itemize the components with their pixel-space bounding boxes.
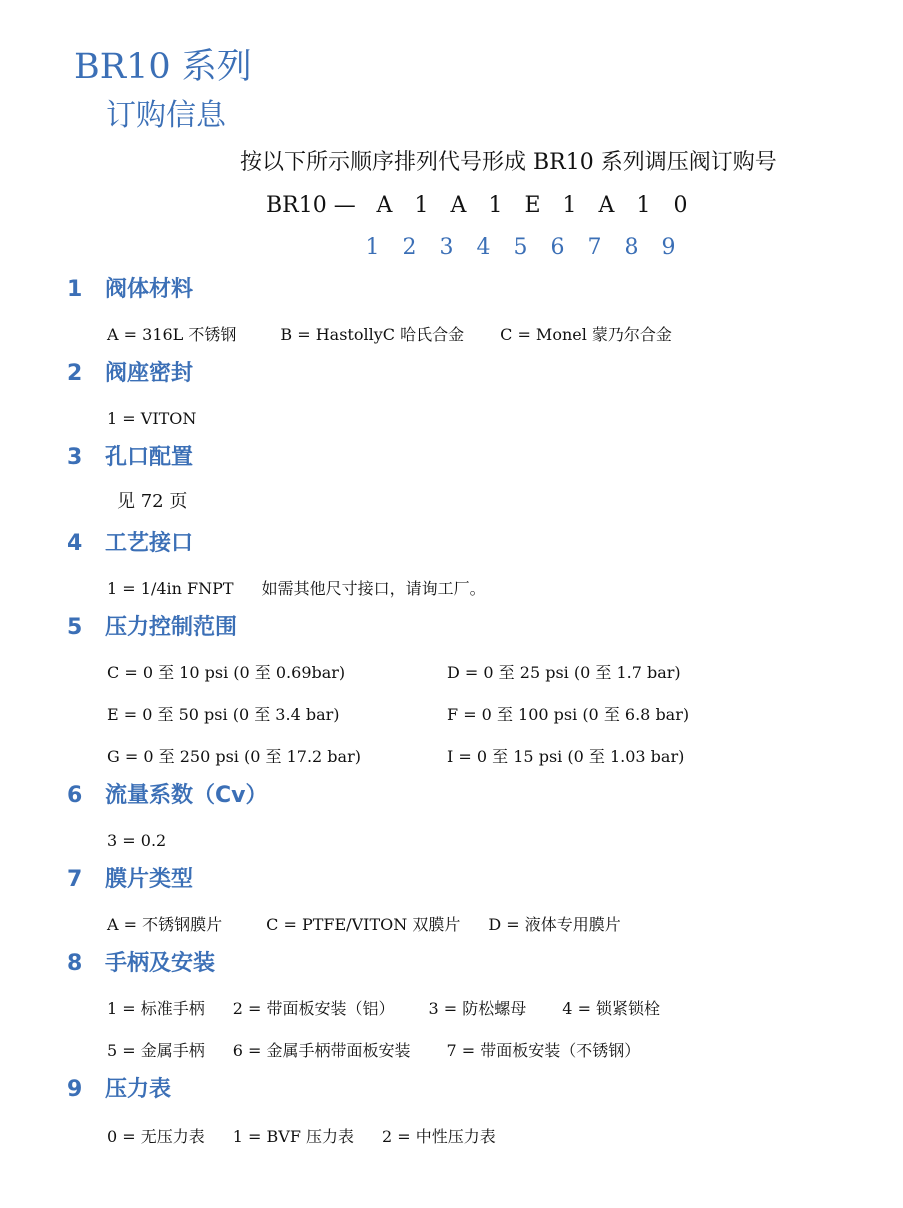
order-code-char: 1 — [414, 193, 429, 218]
section-heading-orifice-config — [67, 442, 193, 474]
position-number: 7 — [587, 235, 602, 260]
order-code-positions — [354, 232, 687, 264]
option-item: G = 0 至 250 psi (0 至 17.2 bar) — [107, 747, 361, 766]
position-number: 9 — [661, 235, 676, 260]
option-line — [107, 828, 166, 854]
option-line — [107, 912, 621, 938]
order-code-char: 1 — [636, 193, 651, 218]
option-item: 2 = 中性压力表 — [382, 1127, 496, 1146]
option-item: 2 = 带面板安装（铝） — [232, 999, 395, 1018]
option-item: E = 0 至 50 psi (0 至 3.4 bar) — [107, 705, 340, 724]
option-line — [117, 489, 187, 515]
section-title: 压力表 — [105, 1077, 172, 1102]
section-number: 6 — [67, 783, 83, 808]
option-item: A = 不锈钢膜片 — [107, 915, 223, 934]
option-item: 1 = VITON — [107, 409, 197, 428]
option-item: 6 = 金属手柄带面板安装 — [232, 1041, 411, 1060]
page-title: BR10 系列 — [74, 47, 252, 87]
section-title: 流量系数（Cv） — [105, 783, 268, 808]
section-heading-flow-coefficient — [67, 780, 268, 812]
section-title: 压力控制范围 — [105, 615, 238, 640]
option-item: D = 液体专用膜片 — [488, 915, 621, 934]
option-item: D = 0 至 25 psi (0 至 1.7 bar) — [447, 663, 681, 682]
section-number: 8 — [67, 951, 83, 976]
option-item: C = Monel 蒙乃尔合金 — [500, 325, 672, 344]
intro-text: 按以下所示顺序排列代号形成 BR10 系列调压阀订购号 — [240, 150, 777, 175]
order-code-char: A — [598, 193, 615, 218]
page-subtitle: 订购信息 — [106, 98, 226, 133]
option-line — [107, 702, 689, 728]
order-code-char: 1 — [562, 193, 577, 218]
order-code-char: 1 — [488, 193, 503, 218]
section-number: 4 — [67, 531, 83, 556]
section-heading-body-material — [67, 274, 193, 306]
option-item: 1 = BVF 压力表 — [232, 1127, 355, 1146]
section-number: 7 — [67, 867, 83, 892]
option-item: 1 = 1/4in FNPT — [107, 579, 234, 598]
option-line — [107, 744, 684, 770]
position-number: 4 — [476, 235, 491, 260]
position-number: 3 — [439, 235, 454, 260]
section-heading-pressure-gauge — [67, 1074, 171, 1106]
option-item: C = 0 至 10 psi (0 至 0.69bar) — [107, 663, 346, 682]
option-item: F = 0 至 100 psi (0 至 6.8 bar) — [447, 705, 690, 724]
option-line — [107, 1124, 496, 1150]
option-line — [107, 322, 672, 348]
section-heading-pressure-range — [67, 612, 237, 644]
section-number: 1 — [67, 277, 83, 302]
order-code-prefix: BR10 — — [266, 193, 356, 218]
option-item: 4 = 锁紧锁栓 — [562, 999, 661, 1018]
option-line — [107, 576, 486, 602]
option-item: 如需其他尺寸接口，请询工厂。 — [261, 579, 486, 598]
section-title: 孔口配置 — [105, 445, 194, 470]
section-number: 3 — [67, 445, 83, 470]
option-item: 3 = 防松螺母 — [428, 999, 527, 1018]
section-title: 手柄及安装 — [105, 951, 216, 976]
order-code-char: A — [450, 193, 467, 218]
option-line — [107, 406, 196, 432]
option-item: 3 = 0.2 — [107, 831, 167, 850]
option-item: 0 = 无压力表 — [107, 1127, 205, 1146]
option-line — [107, 1038, 640, 1064]
position-number: 5 — [513, 235, 528, 260]
section-heading-diaphragm-type — [67, 864, 193, 896]
section-number: 5 — [67, 615, 83, 640]
section-title: 工艺接口 — [105, 531, 194, 556]
option-item: 见 72 页 — [117, 491, 188, 512]
section-heading-handle-mounting — [67, 948, 215, 980]
position-number: 2 — [402, 235, 417, 260]
section-number: 2 — [67, 361, 83, 386]
option-item: 7 = 带面板安装（不锈钢） — [446, 1041, 641, 1060]
option-item: A = 316L 不锈钢 — [107, 325, 237, 344]
option-line — [107, 996, 660, 1022]
order-code-char: E — [524, 193, 541, 218]
option-item: 1 = 标准手柄 — [107, 999, 205, 1018]
position-number: 8 — [624, 235, 639, 260]
option-line — [107, 660, 681, 686]
order-code-example — [266, 188, 699, 224]
section-title: 阀体材料 — [105, 277, 194, 302]
option-item: 5 = 金属手柄 — [107, 1041, 205, 1060]
order-code-char: 0 — [673, 193, 688, 218]
section-heading-process-port — [67, 528, 193, 560]
section-title: 膜片类型 — [105, 867, 194, 892]
option-item: C = PTFE/VITON 双膜片 — [266, 915, 461, 934]
position-number: 6 — [550, 235, 565, 260]
section-title: 阀座密封 — [105, 361, 194, 386]
position-number: 1 — [365, 235, 380, 260]
section-number: 9 — [67, 1077, 83, 1102]
option-item: B = HastollyC 哈氏合金 — [280, 325, 465, 344]
order-code-char: A — [376, 193, 393, 218]
option-item: I = 0 至 15 psi (0 至 1.03 bar) — [447, 747, 685, 766]
section-heading-seat-seal — [67, 358, 193, 390]
